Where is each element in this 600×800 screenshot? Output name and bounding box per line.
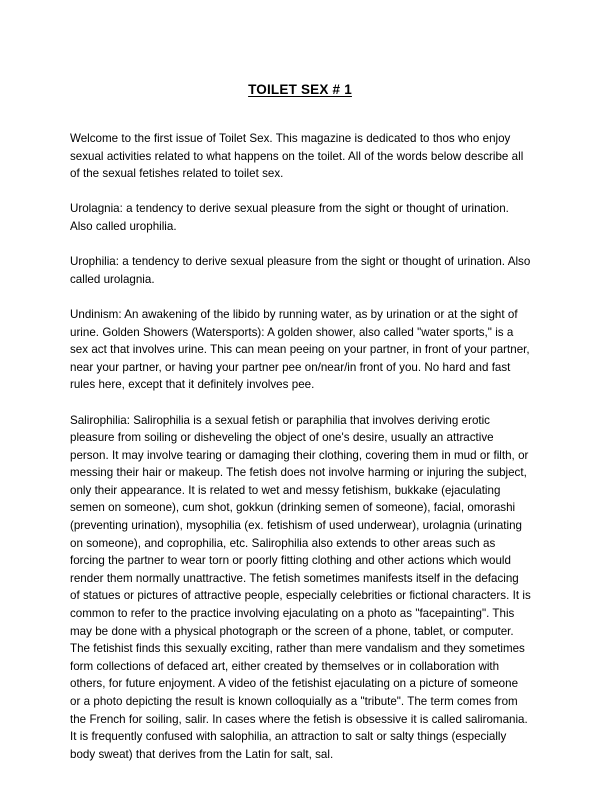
paragraph-undinism: Undinism: An awakening of the libido by running water, as by urination or at the sight of urine. Golden Showers (Watersports): A golden shower, also called "water sports," is a sex act that involves urine. This can mean peeing on your partner, in front of your partner, near your partner, or having your partner pee on/near/in front of you. No hard and fast rules here, except that it definitely involves pee. <box>70 307 530 392</box>
paragraph-urophilia: Urophilia: a tendency to derive sexual pleasure from the sight or thought of urination. Also called urolagnia. <box>70 255 531 286</box>
page-title: TOILET SEX # 1 <box>248 82 352 97</box>
paragraph-salirophilia: Salirophilia: Salirophilia is a sexual fetish or paraphilia that involves deriving erotic pleasure from soiling or disheveling the object of one's desire, usually an attractive person. It may involve tearing or damaging their clothing, covering them in mud or filth, or messing their hair or makeup. The fetish does not involve harming or injuring the subject, only their appearance. It is related to wet and messy fetishism, bukkake (ejaculating semen on someone), cum shot, gokkun (drinking semen of someone), facial, omorashi (preventing urination), mysophilia (ex. fetishism of used underwear), urolagnia (urinating on someone), and coprophilia, etc. Salirophilia also extends to other areas such as forcing the partner to wear torn or poorly fitting clothing and other actions which would render them normally unattractive. The fetish sometimes manifests itself in the defacing of statues or pictures of attractive people, especially celebrities or fictional characters. It is common to refer to the practice involving ejaculating on a photo as "facepainting". This may be done with a physical photograph or the screen of a phone, tablet, or computer. The fetishist finds this sexually exciting, rather than mere vandalism and they sometimes form collections of defaced art, either created by themselves or in collaboration with others, for future enjoyment. A video of the fetishist ejaculating on a picture of someone or a photo depicting the result is known colloquially as a "tribute". The term comes from the French for soiling, salir. In cases where the fetish is obsessive it is called saliromania. It is frequently confused with salophilia, an attraction to salt or salty things (especially body sweat) that derives from the Latin for salt, sal. <box>70 413 531 761</box>
paragraph-intro: Welcome to the first issue of Toilet Sex. This magazine is dedicated to thos who enjoy sexual activities related to what happens on the toilet. All of the words below describe all of the sexual fetishes related to toilet sex. <box>70 132 524 181</box>
paragraph-urolagnia: Urolagnia: a tendency to derive sexual pleasure from the sight or thought of urination. Also called urophilia. <box>70 202 509 233</box>
document-body <box>70 130 531 763</box>
